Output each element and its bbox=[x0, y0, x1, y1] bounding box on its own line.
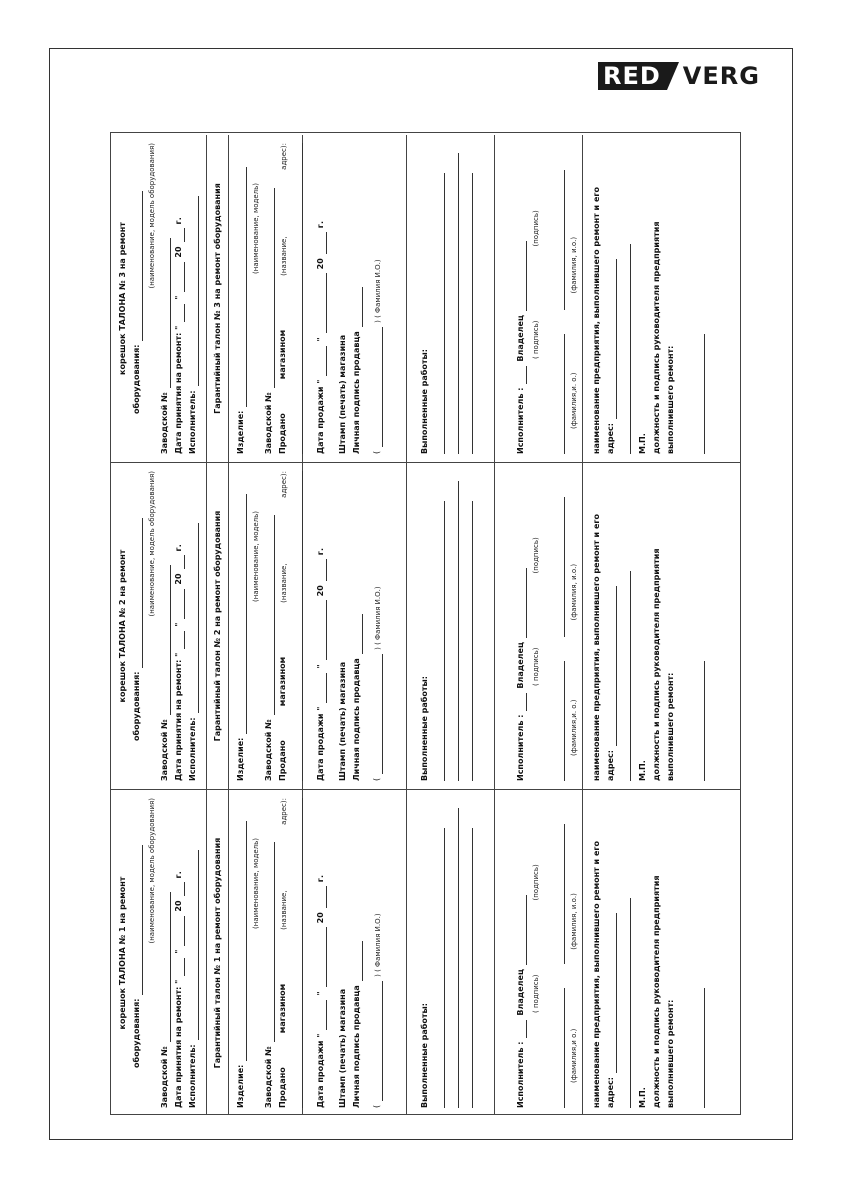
executor-section bbox=[495, 790, 583, 1115]
sale-month-field[interactable] bbox=[315, 273, 327, 333]
stub-year-field[interactable] bbox=[173, 228, 185, 242]
executor-name-field[interactable] bbox=[553, 334, 565, 454]
owner-signature-hint: (подпись) bbox=[532, 210, 540, 247]
sold-label: Продано bbox=[278, 740, 287, 781]
item-field[interactable] bbox=[235, 821, 247, 1061]
org-name-label: наименование предприятия, выполнившего ремонт и его bbox=[592, 186, 601, 454]
stub-serial-label: Заводской № bbox=[160, 719, 169, 781]
stub-year-prefix: 20 bbox=[174, 573, 183, 585]
work-section bbox=[407, 790, 495, 1115]
stub-date-quote: " bbox=[174, 949, 183, 954]
owner-signature-field[interactable] bbox=[515, 568, 527, 638]
store-address-hint: адрес): bbox=[280, 143, 288, 170]
warranty-coupon bbox=[111, 462, 741, 789]
serial-label: Заводской № bbox=[264, 392, 273, 454]
sale-day-field[interactable] bbox=[315, 1000, 327, 1030]
coupon-header bbox=[207, 135, 229, 462]
manager-signature-field[interactable] bbox=[691, 988, 705, 1108]
manager-label-2: выполнившего ремонт: bbox=[666, 345, 675, 454]
sale-date-quote: " bbox=[316, 664, 325, 669]
serial-field[interactable] bbox=[263, 515, 275, 715]
coupon-stub bbox=[111, 135, 207, 462]
org-address-field[interactable] bbox=[605, 259, 617, 419]
mp-label: М.П. bbox=[638, 433, 647, 454]
stub-year-suffix: г. bbox=[174, 871, 183, 879]
stub-year-field[interactable] bbox=[173, 555, 185, 569]
item-field[interactable] bbox=[235, 494, 247, 734]
sale-year-suffix: г. bbox=[316, 874, 325, 883]
sale-day-field[interactable] bbox=[315, 673, 327, 703]
executor-label: Исполнитель : bbox=[516, 714, 525, 781]
sale-date-label: Дата продажи " bbox=[316, 706, 325, 781]
signature-label: Личная подпись продавца bbox=[352, 331, 361, 454]
organization-section bbox=[583, 135, 741, 462]
stub-executor-label: Исполнитель: bbox=[188, 1044, 197, 1108]
org-address-line-2[interactable] bbox=[617, 571, 631, 781]
work-label: Выполненные работы: bbox=[420, 349, 429, 454]
sale-date-label: Дата продажи " bbox=[316, 1033, 325, 1108]
seller-name-open-paren: ( bbox=[372, 777, 381, 781]
owner-name-hint: (фамилия, и.о.) bbox=[570, 893, 578, 950]
stamp-label: Штамп (печать) магазина bbox=[338, 334, 347, 454]
stamp-label: Штамп (печать) магазина bbox=[338, 661, 347, 781]
owner-signature-hint: (подпись) bbox=[532, 537, 540, 574]
item-hint: (наименование, модель) bbox=[252, 511, 260, 602]
executor-signature-hint: ( подпись) bbox=[532, 647, 540, 686]
owner-label: Владелец bbox=[516, 642, 525, 689]
stub-serial-field[interactable] bbox=[159, 892, 171, 1042]
sale-section bbox=[303, 463, 407, 789]
org-address-label: адрес: bbox=[606, 423, 615, 454]
stub-equipment-field[interactable] bbox=[131, 191, 143, 341]
sale-section bbox=[303, 790, 407, 1115]
signature-label: Личная подпись продавца bbox=[352, 658, 361, 781]
stub-date-label: Дата принятия на ремонт: " bbox=[174, 325, 183, 454]
sale-date-label: Дата продажи " bbox=[316, 379, 325, 454]
work-line-1[interactable] bbox=[431, 173, 445, 454]
owner-label: Владелец bbox=[516, 969, 525, 1016]
owner-signature-hint: (подпись) bbox=[532, 864, 540, 901]
executor-label: Исполнитель : bbox=[516, 387, 525, 454]
serial-field[interactable] bbox=[263, 188, 275, 388]
stub-executor-label: Исполнитель: bbox=[188, 390, 197, 454]
owner-label: Владелец bbox=[516, 315, 525, 362]
sale-year-prefix: 20 bbox=[316, 912, 325, 924]
organization-section bbox=[583, 463, 741, 789]
seller-name-hint: ) ( Фамилия И.О.) bbox=[374, 586, 382, 650]
stub-serial-label: Заводской № bbox=[160, 1046, 169, 1108]
coupon-header bbox=[207, 463, 229, 789]
executor-signature-field[interactable] bbox=[515, 366, 527, 384]
seller-name-field[interactable] bbox=[371, 327, 383, 447]
org-address-label: адрес: bbox=[606, 1077, 615, 1108]
executor-signature-field[interactable] bbox=[515, 1020, 527, 1038]
work-line-3[interactable] bbox=[459, 501, 473, 781]
store-name-hint: (название, bbox=[280, 890, 288, 930]
work-line-3[interactable] bbox=[459, 173, 473, 454]
warranty-coupons bbox=[110, 132, 741, 1115]
store-field[interactable] bbox=[289, 798, 303, 1108]
manager-signature-field[interactable] bbox=[691, 334, 705, 454]
store-address-hint: адрес): bbox=[280, 471, 288, 498]
warranty-coupon bbox=[111, 789, 741, 1115]
executor-name-hint: (фамилия,и о.) bbox=[570, 1028, 578, 1083]
executor-signature-hint: ( подпись) bbox=[532, 320, 540, 359]
sale-year-prefix: 20 bbox=[316, 585, 325, 597]
stub-equipment-label: оборудования: bbox=[132, 344, 141, 414]
sold-label: Продано bbox=[278, 413, 287, 454]
manager-signature-field[interactable] bbox=[691, 661, 705, 781]
stub-title: корешок ТАЛОНА № 3 на ремонт bbox=[118, 222, 127, 375]
mp-label: М.П. bbox=[638, 1087, 647, 1108]
org-address-line-2[interactable] bbox=[617, 898, 631, 1108]
owner-name-field[interactable] bbox=[553, 170, 565, 310]
product-section bbox=[229, 790, 303, 1115]
seller-name-open-paren: ( bbox=[372, 450, 381, 454]
stub-year-suffix: г. bbox=[174, 217, 183, 225]
org-address-label: адрес: bbox=[606, 750, 615, 781]
stamp-label: Штамп (печать) магазина bbox=[338, 988, 347, 1108]
stub-equipment-field[interactable] bbox=[131, 518, 143, 668]
stub-date-quote: " bbox=[174, 295, 183, 300]
sale-year-field[interactable] bbox=[315, 886, 327, 908]
executor-section bbox=[495, 463, 583, 789]
stub-year-suffix: г. bbox=[174, 544, 183, 552]
store-field[interactable] bbox=[289, 471, 303, 781]
org-address-line-2[interactable] bbox=[617, 244, 631, 454]
stub-executor-label: Исполнитель: bbox=[188, 717, 197, 781]
work-line-1[interactable] bbox=[431, 828, 445, 1108]
stub-year-prefix: 20 bbox=[174, 246, 183, 258]
stub-executor-field[interactable] bbox=[187, 196, 199, 386]
seller-name-field[interactable] bbox=[371, 981, 383, 1101]
work-line-2[interactable] bbox=[445, 808, 459, 1108]
store-address-hint: адрес): bbox=[280, 798, 288, 825]
serial-label: Заводской № bbox=[264, 719, 273, 781]
item-label: Изделие: bbox=[236, 1064, 245, 1108]
stub-executor-field[interactable] bbox=[187, 523, 199, 713]
executor-name-field[interactable] bbox=[553, 661, 565, 781]
seller-name-hint: ) ( Фамилия И.О.) bbox=[374, 913, 382, 977]
product-section bbox=[229, 463, 303, 789]
sale-day-field[interactable] bbox=[315, 346, 327, 376]
coupon-title: Гарантийный талон № 2 на ремонт оборудования bbox=[213, 510, 222, 742]
seller-name-hint: ) ( Фамилия И.О.) bbox=[374, 259, 382, 323]
coupon-title: Гарантийный талон № 1 на ремонт оборудования bbox=[213, 837, 222, 1069]
stub-equipment-hint: (наименование, модель оборудования) bbox=[148, 798, 156, 944]
product-section bbox=[229, 135, 303, 462]
manager-label-2: выполнившего ремонт: bbox=[666, 999, 675, 1108]
stub-equipment-hint: (наименование, модель оборудования) bbox=[148, 471, 156, 617]
work-line-3[interactable] bbox=[459, 828, 473, 1108]
stub-equipment-label: оборудования: bbox=[132, 998, 141, 1068]
coupon-header bbox=[207, 790, 229, 1115]
manager-label-2: выполнившего ремонт: bbox=[666, 672, 675, 781]
item-hint: (наименование, модель) bbox=[252, 838, 260, 929]
stub-serial-field[interactable] bbox=[159, 238, 171, 388]
stub-month-field[interactable] bbox=[173, 589, 185, 619]
work-line-2[interactable] bbox=[445, 153, 459, 454]
stub-equipment-hint: (наименование, модель оборудования) bbox=[148, 143, 156, 289]
org-name-label: наименование предприятия, выполнившего ремонт и его bbox=[592, 840, 601, 1108]
executor-signature-field[interactable] bbox=[515, 693, 527, 711]
sale-year-prefix: 20 bbox=[316, 258, 325, 270]
stub-title: корешок ТАЛОНА № 2 на ремонт bbox=[118, 549, 127, 703]
org-name-label: наименование предприятия, выполнившего ремонт и его bbox=[592, 513, 601, 781]
store-label: магазином bbox=[278, 983, 287, 1034]
owner-signature-field[interactable] bbox=[515, 241, 527, 311]
stub-serial-label: Заводской № bbox=[160, 392, 169, 454]
item-hint: (наименование, модель) bbox=[252, 183, 260, 274]
store-name-hint: (название, bbox=[280, 563, 288, 603]
item-label: Изделие: bbox=[236, 410, 245, 454]
executor-section bbox=[495, 135, 583, 462]
stub-date-quote: " bbox=[174, 622, 183, 627]
owner-name-hint: (фамилия, и.о.) bbox=[570, 236, 578, 294]
org-address-field[interactable] bbox=[605, 586, 617, 746]
stub-year-field[interactable] bbox=[173, 882, 185, 896]
executor-name-hint: (фамилия,и. о.) bbox=[570, 699, 578, 756]
owner-name-hint: (фамилия, и.о.) bbox=[570, 563, 578, 621]
store-field[interactable] bbox=[289, 143, 303, 454]
stub-date-label: Дата принятия на ремонт: " bbox=[174, 979, 183, 1108]
mp-label: М.П. bbox=[638, 760, 647, 781]
stub-month-field[interactable] bbox=[173, 916, 185, 946]
sale-year-suffix: г. bbox=[316, 547, 325, 556]
work-section bbox=[407, 135, 495, 462]
store-label: магазином bbox=[278, 329, 287, 380]
organization-section bbox=[583, 790, 741, 1115]
sale-section bbox=[303, 135, 407, 462]
stub-date-label: Дата принятия на ремонт: " bbox=[174, 652, 183, 781]
work-line-2[interactable] bbox=[445, 481, 459, 781]
redverg-logo bbox=[598, 62, 760, 90]
item-field[interactable] bbox=[235, 167, 247, 407]
stub-day-field[interactable] bbox=[173, 631, 185, 649]
warranty-coupon bbox=[111, 135, 741, 462]
coupons-row bbox=[111, 133, 741, 1115]
executor-label: Исполнитель : bbox=[516, 1041, 525, 1108]
executor-name-hint: (фамилия,и. о.) bbox=[570, 372, 578, 429]
owner-signature-field[interactable] bbox=[515, 895, 527, 965]
stub-day-field[interactable] bbox=[173, 304, 185, 322]
logo-verg: VERG bbox=[682, 62, 760, 90]
stub-serial-field[interactable] bbox=[159, 565, 171, 715]
sale-date-quote: " bbox=[316, 337, 325, 342]
seller-name-open-paren: ( bbox=[372, 1104, 381, 1108]
stub-title: корешок ТАЛОНА № 1 на ремонт bbox=[118, 876, 127, 1030]
serial-label: Заводской № bbox=[264, 1046, 273, 1108]
stub-day-field[interactable] bbox=[173, 958, 185, 976]
seller-signature-field[interactable] bbox=[351, 614, 363, 654]
work-section bbox=[407, 463, 495, 789]
sale-year-suffix: г. bbox=[316, 220, 325, 229]
seller-signature-field[interactable] bbox=[351, 287, 363, 327]
sale-month-field[interactable] bbox=[315, 927, 327, 987]
logo-red: RED bbox=[598, 62, 667, 90]
executor-signature-hint: ( подпись) bbox=[532, 974, 540, 1013]
coupon-stub bbox=[111, 463, 207, 789]
serial-field[interactable] bbox=[263, 842, 275, 1042]
store-name-hint: (название, bbox=[280, 236, 288, 276]
work-label: Выполненные работы: bbox=[420, 1003, 429, 1108]
work-label: Выполненные работы: bbox=[420, 676, 429, 781]
stub-year-prefix: 20 bbox=[174, 900, 183, 912]
sale-month-field[interactable] bbox=[315, 600, 327, 660]
seller-name-field[interactable] bbox=[371, 654, 383, 774]
owner-name-field[interactable] bbox=[553, 824, 565, 964]
executor-name-field[interactable] bbox=[553, 988, 565, 1108]
manager-label: должность и подпись руководителя предприятия bbox=[652, 221, 661, 454]
org-address-field[interactable] bbox=[605, 913, 617, 1073]
store-label: магазином bbox=[278, 656, 287, 707]
stub-equipment-field[interactable] bbox=[131, 845, 143, 995]
item-label: Изделие: bbox=[236, 737, 245, 781]
signature-label: Личная подпись продавца bbox=[352, 985, 361, 1108]
coupon-stub bbox=[111, 790, 207, 1115]
seller-signature-field[interactable] bbox=[351, 941, 363, 981]
sale-date-quote: " bbox=[316, 991, 325, 996]
coupon-title: Гарантийный талон № 3 на ремонт оборудования bbox=[213, 183, 222, 414]
owner-name-field[interactable] bbox=[553, 497, 565, 637]
stub-equipment-label: оборудования: bbox=[132, 671, 141, 741]
stub-executor-field[interactable] bbox=[187, 850, 199, 1040]
sale-year-field[interactable] bbox=[315, 559, 327, 581]
stub-month-field[interactable] bbox=[173, 262, 185, 292]
sold-label: Продано bbox=[278, 1067, 287, 1108]
manager-label: должность и подпись руководителя предприятия bbox=[652, 548, 661, 781]
sale-year-field[interactable] bbox=[315, 232, 327, 254]
manager-label: должность и подпись руководителя предприятия bbox=[652, 875, 661, 1108]
work-line-1[interactable] bbox=[431, 501, 445, 781]
